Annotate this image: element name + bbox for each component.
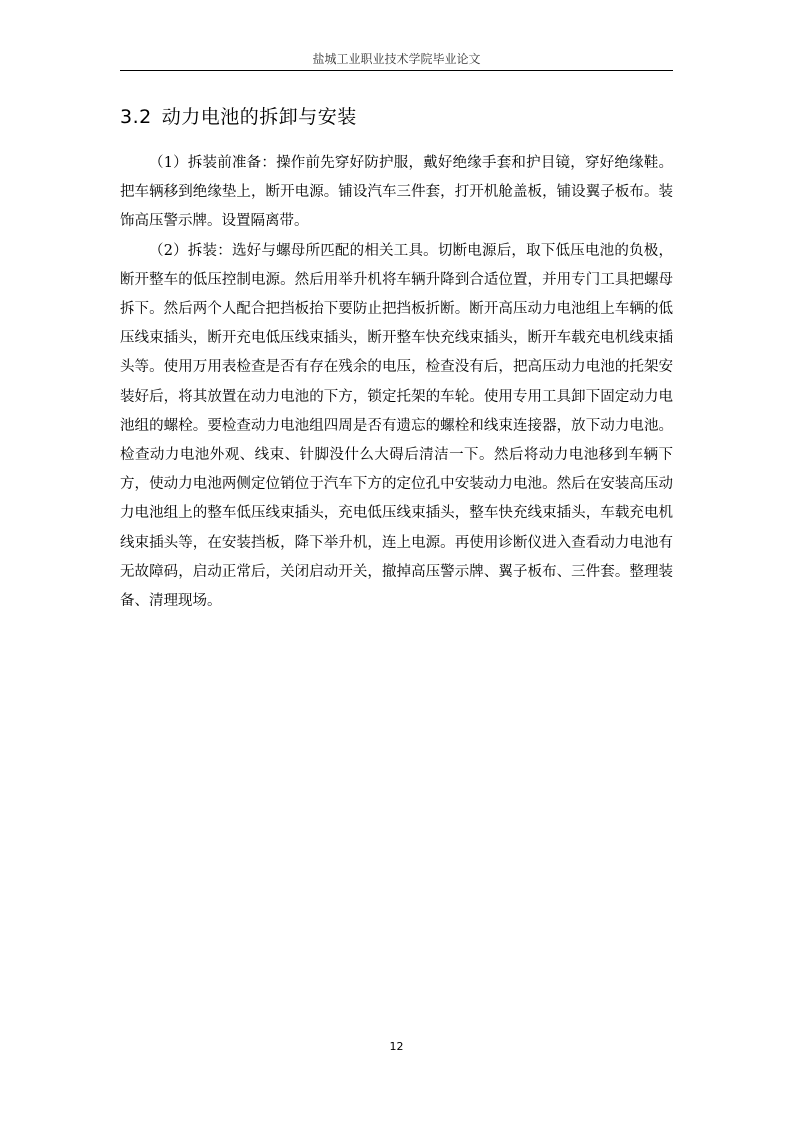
body-text (120, 149, 673, 616)
paragraph-preparation: （1）拆装前准备：操作前先穿好防护服，戴好绝缘手套和护目镜，穿好绝缘鞋。把车辆移到绝缘垫上，断开电源。铺设汽车三件套，打开机舱盖板，铺设翼子板布。装饰高压警示牌。设置隔离带。 (120, 155, 673, 230)
paragraph-disassembly: （2）拆装：选好与螺母所匹配的相关工具。切断电源后，取下低压电池的负极，断开整车的低压控制电源。然后用举升机将车辆升降到合适位置，并用专门工具把螺母拆下。然后两个人配合把挡板抬下要防止把挡板折断。断开高压动力电池组上车辆的低压线束插头，断开充电低压线束插头，断开整车快充线束插头，断开车载充电机线束插头等。使用万用表检查是否有存在残余的电压，检查没有后，把高压动力电池的托架安装好后，将其放置在动力电池的下方，锁定托架的车轮。使用专用工具卸下固定动力电池组的螺栓。要检查动力电池组四周是否有遗忘的螺栓和线束连接器，放下动力电池。检查动力电池外观、线束、针脚没什么大碍后清洁一下。然后将动力电池移到车辆下方，使动力电池两侧定位销位于汽车下方的定位孔中安装动力电池。然后在安装高压动力电池组上的整车低压线束插头，充电低压线束插头，整车快充线束插头，车载充电机线束插头等，在安装挡板，降下举升机，连上电源。再使用诊断仪进入查看动力电池有无故障码，启动正常后，关闭启动开关，撤掉高压警示牌、翼子板布、三件套。整理装备、清理现场。 (120, 242, 673, 610)
header-rule (120, 70, 673, 71)
page-number: 12 (389, 1040, 404, 1053)
section-heading (120, 104, 673, 130)
section-title: 动力电池的拆卸与安装 (161, 106, 357, 128)
running-header: 盐城工业职业技术学院毕业论文 (312, 52, 481, 66)
section-number: 3.2 (120, 106, 152, 128)
